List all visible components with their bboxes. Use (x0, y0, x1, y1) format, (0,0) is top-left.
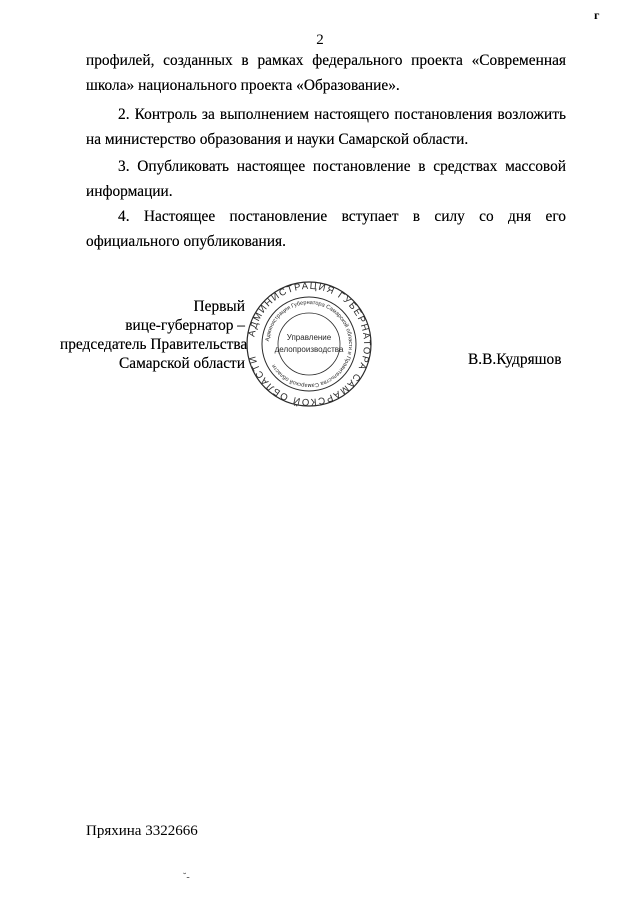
seal-outer-textpath: АДМИНИСТРАЦИЯ ГУБЕРНАТОРА САМАРСКОЙ ОБЛАСТИ (246, 280, 373, 408)
paragraph-continuation: профилей, созданных в рамках федерального проекта «Современная школа» национального проекта «Образование». (86, 52, 566, 94)
signature-title-line: Первый (193, 298, 245, 315)
seal-inner-ring (278, 313, 340, 375)
official-seal (245, 280, 373, 408)
paragraph-control: 2. Контроль за выполнением настоящего постановления возложить на министерство образования и науки Самарской области. (86, 106, 566, 148)
scan-speck: ˘- (183, 872, 190, 883)
corner-mark: г (594, 8, 600, 22)
page-number: 2 (316, 32, 324, 48)
signature-title-line: вице-губернатор – (125, 317, 245, 334)
paragraph-effective: 4. Настоящее постановление вступает в силу со дня его официального опубликования. (86, 208, 566, 250)
seal-inner-textpath: Администрации Губернатора Самарской области и Правительства Самарской области (265, 299, 354, 389)
seal-center-line1: Управление (286, 333, 332, 342)
seal-middle-ring (262, 297, 356, 391)
executor-footer: Пряхина 3322666 (86, 823, 198, 839)
signature-title-line: председатель Правительства (60, 336, 248, 353)
signer-name: В.В.Кудряшов (468, 351, 562, 368)
signature-title (60, 297, 248, 373)
paragraph-publish: 3. Опубликовать настоящее постановление в средствах массовой информации. (86, 158, 566, 200)
seal-center-line2: делопроизводства (274, 345, 344, 354)
signature-title-line: Самарской области (118, 355, 245, 372)
